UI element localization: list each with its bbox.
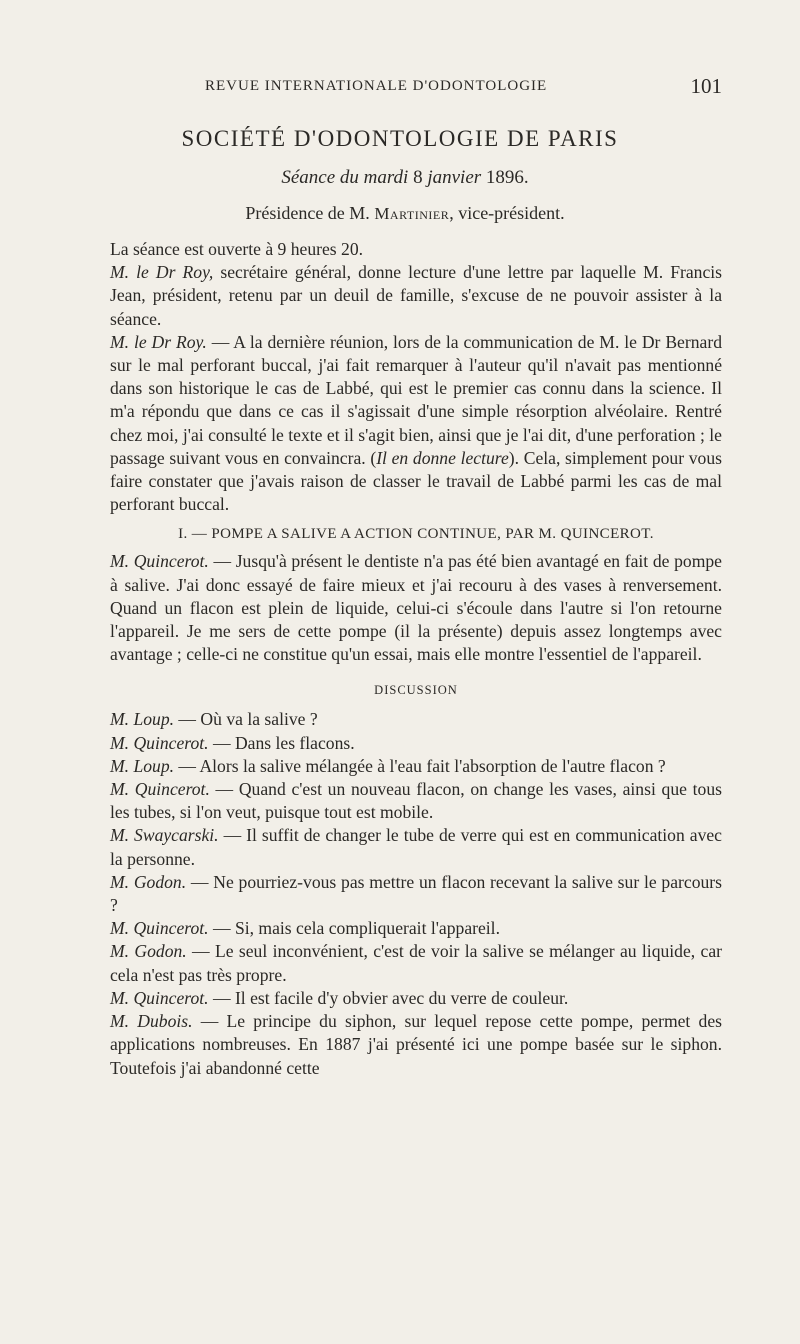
paragraph	[110, 331, 722, 517]
dialogue-line	[110, 755, 722, 778]
dialogue-line	[110, 778, 722, 824]
discussion-heading: DISCUSSION	[374, 683, 458, 698]
speaker: M. Dubois.	[110, 1011, 193, 1032]
dialogue-line	[110, 1010, 722, 1080]
speaker: M. le Dr Roy,	[110, 262, 214, 283]
session-year: 1896.	[485, 167, 529, 188]
session-day: 8	[413, 167, 428, 188]
speaker: M. Quincerot.	[110, 732, 209, 753]
paragraph-text: — Jusqu'à présent le dentiste n'a pas été bien avantagé en fait de pompe à salive. J'ai donc essayé de faire mieux et j'ai recouru à des vases à renversement. Quand un flacon est plein de liquide, celui-ci s'écoule dans l'autre si l'on retourne l'appareil. Je me sers de cette pompe (il la présente) depuis assez longtemps avec avantage ; celle-ci ne constitue qu'un essai, mais elle montre l'essentiel de l'appareil.	[110, 551, 722, 665]
paragraph-text: — A la dernière réunion, lors de la communication de M. le Dr Bernard sur le mal perforant buccal, j'ai fait remarquer à l'auteur qu'il n'avait pas mentionné dans son historique le cas de Labbé, qui est le premier cas connu dans la science. Il m'a répondu que dans ce cas il s'agissait d'une simple résorption alvéolaire. Rentré chez moi, j'ai consulté le texte et il s'agit bien, ainsi que je l'ai dit, d'une perforation ; le passage suivant vous en convaincra. (	[110, 331, 722, 468]
paragraph	[110, 238, 722, 261]
dialogue-line	[110, 708, 722, 731]
session-month: janvier	[427, 167, 486, 188]
dialogue-text: — Le principe du siphon, sur lequel repose cette pompe, permet des applications nombreuses. En 1887 j'ai présenté ici une pompe basée sur le siphon. Toutefois j'ai abandonné cette	[110, 1011, 722, 1078]
president-name: Martinier	[374, 204, 450, 223]
speaker: M. Quincerot.	[110, 551, 209, 572]
article-title: SOCIÉTÉ D'ODONTOLOGIE DE PARIS	[181, 126, 619, 151]
speaker: M. Quincerot.	[110, 918, 209, 939]
dialogue-text: — Alors la salive mélangée à l'eau fait l'absorption de l'autre flacon ?	[174, 755, 666, 776]
article-body	[110, 238, 722, 1080]
presidence-line	[0, 200, 800, 227]
page-header	[110, 74, 722, 102]
dialogue-text: — Ne pourriez-vous pas mettre un flacon recevant la salive sur le parcours ?	[110, 871, 722, 916]
speaker: M. le Dr Roy.	[110, 331, 207, 352]
dialogue-line	[110, 732, 722, 755]
presidence-rest: , vice-président.	[449, 203, 565, 223]
session-prefix: Séance du mardi	[281, 167, 414, 188]
dialogue-text: — Il suffit de changer le tube de verre qui est en communication avec la personne.	[110, 825, 722, 869]
speaker: M. Quincerot.	[110, 779, 210, 800]
speaker: M. Godon.	[110, 871, 187, 892]
dialogue-text: — Où va la salive ?	[174, 709, 318, 730]
dialogue-text: — Si, mais cela compliquerait l'appareil.	[208, 918, 500, 939]
dialogue-line	[110, 940, 722, 986]
italic-aside: Il en donne lecture	[376, 447, 509, 468]
section-title: I. — POMPE A SALIVE A ACTION CONTINUE, PAR M. QUINCEROT.	[178, 526, 654, 543]
speaker: M. Godon.	[110, 941, 187, 962]
session-date	[0, 165, 800, 191]
speaker: M. Loup.	[110, 755, 175, 776]
dialogue-text: — Dans les flacons.	[208, 732, 355, 753]
page-number: 101	[690, 74, 722, 98]
dialogue-text: — Le seul inconvénient, c'est de voir la salive se mélanger au liquide, car cela n'est pas très propre.	[110, 941, 722, 985]
paragraph	[110, 550, 722, 666]
dialogue-line	[110, 824, 722, 870]
running-title: REVUE INTERNATIONALE D'ODONTOLOGIE	[205, 78, 548, 94]
presidence-text: Présidence de M.	[245, 203, 375, 223]
speaker: M. Swaycarski.	[110, 825, 219, 846]
paragraph-text: La séance est ouverte à 9 heures 20.	[110, 239, 364, 259]
dialogue-text: — Quand c'est un nouveau flacon, on change les vases, ainsi que tous les tubes, si l'on veut, puisque tout est mobile.	[110, 779, 722, 823]
dialogue-line	[110, 917, 722, 940]
speaker: M. Loup.	[110, 709, 175, 730]
paragraph	[110, 261, 722, 331]
dialogue-line	[110, 871, 722, 917]
speaker: M. Quincerot.	[110, 987, 209, 1008]
paragraph-text: secrétaire général, donne lecture d'une lettre par laquelle M. Francis Jean, président, retenu par un deuil de famille, s'excuse de ne pouvoir assister à la séance.	[110, 262, 723, 329]
dialogue-text: — Il est facile d'y obvier avec du verre de couleur.	[208, 987, 569, 1008]
paragraph-text: ). Cela, simplement pour vous faire constater que j'avais raison de classer le travail de Labbé parmi les cas de mal perforant buccal.	[110, 447, 722, 515]
dialogue-line	[110, 987, 722, 1010]
